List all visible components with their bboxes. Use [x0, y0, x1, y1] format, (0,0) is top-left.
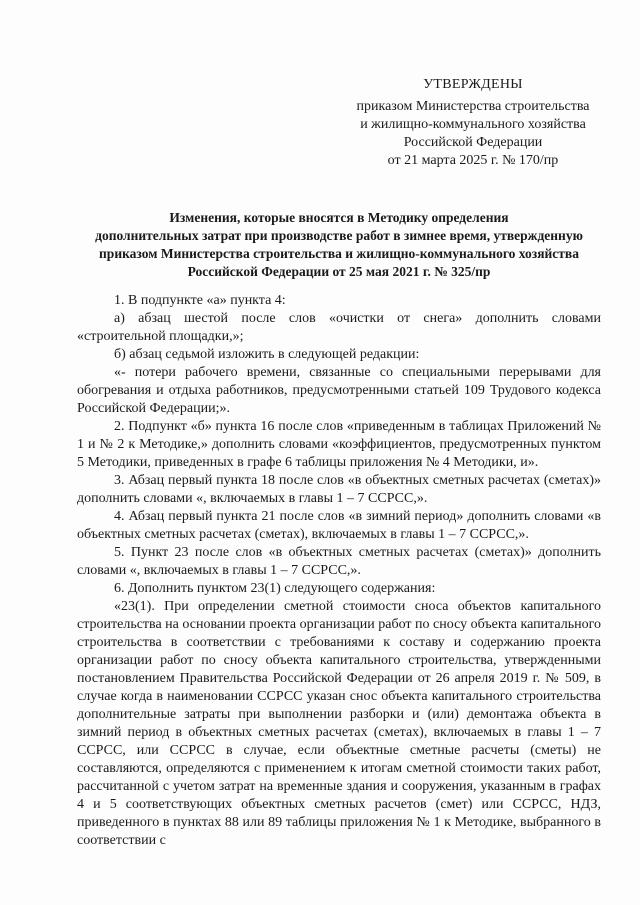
- paragraph-subitem-a: а) абзац шестой после слов «очистки от снега» дополнить словами «строительной площадки,»;: [77, 311, 601, 344]
- paragraph-quoted-23-1: «23(1). При определении сметной стоимости сноса объектов капитального строительства на основании проекта организации работ по сносу объекта капитального строительства в соответствии с требованиями к составу и содержанию проекта организации работ по сносу объекта капитального строительства, утвержденными постановлением Правительства Российской Федерации от 26 апреля 2019 г. № 509, в случае когда в наименовании ССРСС указан снос объекта капитального строительства дополнительные затраты при выполнении разборки и (или) демонтажа объекта в зимний период в объектных сметных расчетах (сметах), включаемых в главы 1 – 7 ССРСС, или ССРСС в случае, если объектные сметные расчеты (сметы) не составляются, определяются с применением к итогам сметной стоимости таких работ, рассчитанной с учетом затрат на временные здания и сооружения, указанным в графах 4 и 5 соответствующих объектных сметных расчетов (смет) или ССРСС, НДЗ, приведенного в пунктах 88 или 89 таблицы приложения № 1 к Методике, выбранного в соответствии с: [77, 599, 601, 848]
- paragraph-item-4: 4. Абзац первый пункта 21 после слов «в зимний период» дополнить словами «в объектных сметных расчетах (сметах), включаемых в главы 1 – 7 ССРСС,».: [77, 509, 601, 542]
- paragraph-item-5: 5. Пункт 23 после слов «в объектных сметных расчетах (сметах)» дополнить словами «, включаемых в главы 1 – 7 ССРСС,».: [77, 545, 601, 578]
- paragraph-item-6: 6. Дополнить пунктом 23(1) следующего содержания:: [114, 581, 436, 596]
- approval-line: от 21 марта 2025 г. № 170/пр: [387, 153, 559, 168]
- title-line: приказом Министерства строительства и жилищно-коммунального хозяйства: [99, 246, 579, 261]
- approval-line: и жилищно-коммунального хозяйства: [360, 117, 586, 132]
- approval-line: приказом Министерства строительства: [356, 99, 590, 114]
- paragraph-quoted-text: «- потери рабочего времени, связанные со специальными перерывами для обогревания и отдыха работников, предусмотренными статьей 109 Трудового кодекса Российской Федерации;».: [77, 365, 601, 416]
- document-body: [77, 292, 601, 850]
- approval-heading: УТВЕРЖДЕНЫ: [423, 77, 523, 92]
- approval-line: Российской Федерации: [403, 135, 543, 150]
- paragraph-item-2: 2. Подпункт «б» пункта 16 после слов «приведенным в таблицах Приложений № 1 и № 2 к Методике,» дополнить словами «коэффициентов, предусмотренных пунктом 5 Методики, приведенных в графе 6 таблицы приложения № 4 Методики, и».: [77, 419, 601, 470]
- title-line: Российской Федерации от 25 мая 2021 г. № 325/пр: [187, 264, 491, 279]
- paragraph-subitem-b: б) абзац седьмой изложить в следующей редакции:: [114, 347, 420, 362]
- paragraph-item-1: 1. В подпункте «а» пункта 4:: [114, 293, 286, 308]
- title-line: дополнительных затрат при производстве работ в зимнее время, утвержденную: [95, 228, 583, 243]
- approval-block: [338, 76, 608, 170]
- paragraph-item-3: 3. Абзац первый пункта 18 после слов «в объектных сметных расчетах (сметах)» дополнить словами «, включаемых в главы 1 – 7 ССРСС,».: [77, 473, 601, 506]
- document-title: [40, 209, 638, 281]
- title-line: Изменения, которые вносятся в Методику определения: [169, 210, 509, 225]
